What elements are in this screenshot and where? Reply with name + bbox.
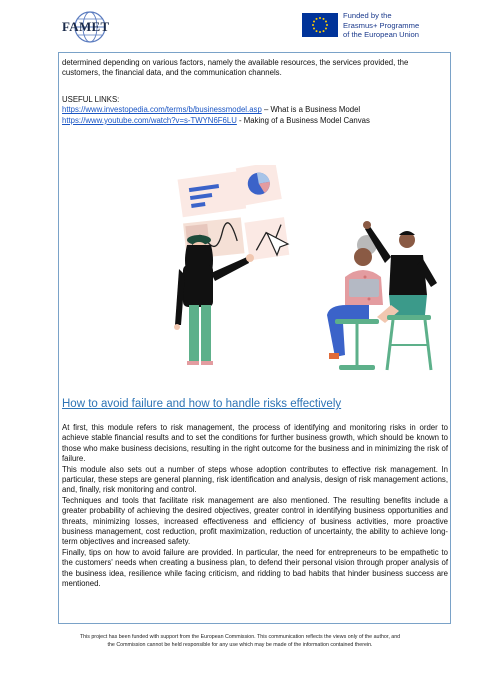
section-body xyxy=(62,423,448,590)
seated-woman-with-laptop xyxy=(327,235,383,370)
pie-chart-board xyxy=(236,165,282,206)
link-row-2 xyxy=(62,116,448,126)
body-paragraph-1: At first, this module refers to risk management, the process of identifying and monitoring risks in order to achieve stable financial results and to set the conditions for further business growth, which should be known to those who make business decisions, resulting in the right outcome for the business and in minimizing the risk of failure. xyxy=(62,423,448,464)
eu-funding-label xyxy=(343,11,419,40)
link-desc-2: - Making of a Business Model Canvas xyxy=(236,115,370,125)
link-desc-1: – What is a Business Model xyxy=(261,105,361,115)
body-paragraph-2: This module also sets out a number of steps whose adoption contributes to effective risk management. In particular, these steps are general planning, risk identification and analysis, design of risk management actions, and, finally, risk monitoring and control. xyxy=(62,464,448,495)
chart-board-1 xyxy=(178,171,247,218)
page-footer xyxy=(40,634,440,649)
footer-line-1: This project has been funded with support from the European Commission. This communication reflects the views only of the author, and xyxy=(79,634,401,640)
chart-board-2 xyxy=(244,217,289,260)
body-paragraph-3: Techniques and tools that facilitate risk management are also mentioned. The resulting benefits include a greater probability of achieving the desired objectives, greater control in identifying business opportunities and threats, minimizing losses, increased effectiveness and efficiency of business activities, more proactive business management, cost reduction, profit maximization, reduction of uncertainty, the ability to achieve long-term objectives and increased safety. xyxy=(62,495,448,547)
logo-text: FAMET xyxy=(62,19,110,34)
useful-links xyxy=(62,95,448,126)
eu-flag-icon xyxy=(302,13,338,37)
link-row-1 xyxy=(62,105,448,115)
useful-links-title: USEFUL LINKS: xyxy=(62,95,120,104)
page-header xyxy=(0,0,480,52)
eu-line-2: Erasmus+ Programme xyxy=(343,20,420,30)
link-youtube[interactable]: https://www.youtube.com/watch?v=s-TWYN6F6LU xyxy=(62,115,237,125)
content-frame xyxy=(58,52,451,624)
body-paragraph-4: Finally, tips on how to avoid failure are provided. In particular, the need for entrepreneurs to be empathetic to the customers' needs when creating a business plan, to defend their personal vision through proper analysis of the business idea, resilience while facing criticism, and ridding to bad habits that hinder business success are mentioned. xyxy=(62,547,448,589)
link-investopedia[interactable]: https://www.investopedia.com/terms/b/businessmodel.asp xyxy=(62,105,262,115)
section-heading: How to avoid failure and how to handle risks effectively xyxy=(62,398,342,410)
eu-line-3: of the European Union xyxy=(343,30,419,40)
intro-paragraph: determined depending on various factors, namely the available resources, the services provided, the customers, the financial data, and the communication channels. xyxy=(62,58,409,78)
footer-line-2: the Commission cannot be held responsible for any use which may be made of the information contained therein. xyxy=(107,641,373,648)
business-people-illustration xyxy=(107,165,437,380)
eu-line-1: Funded by the xyxy=(343,11,392,20)
